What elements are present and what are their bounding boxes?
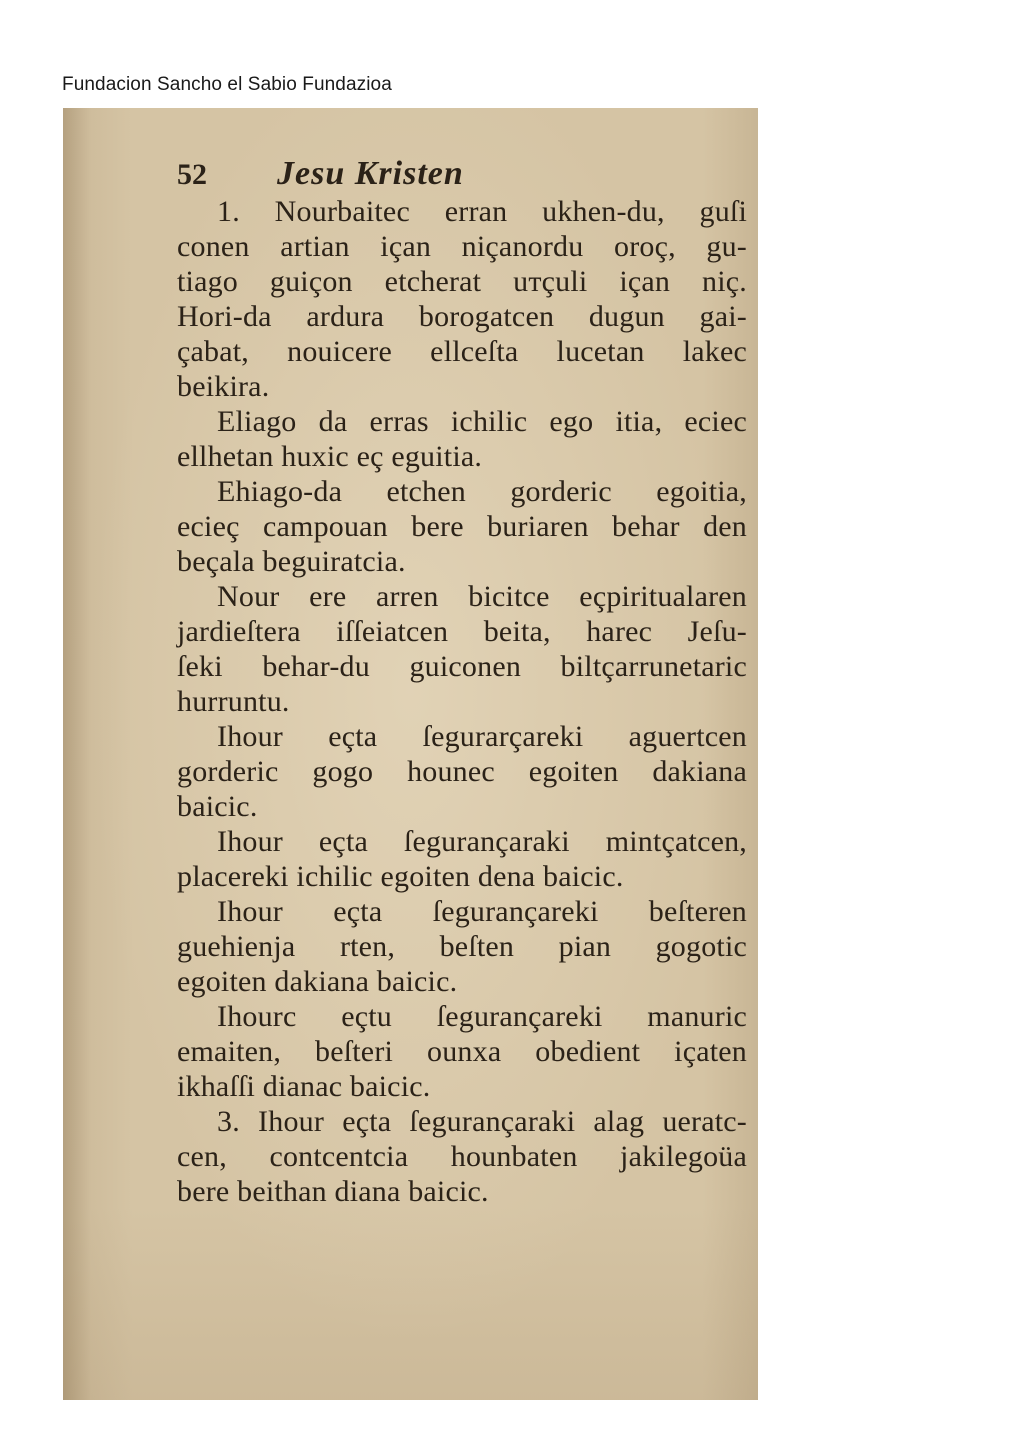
text-line: Nour ere arren bicitce eçpiritualaren <box>217 580 747 613</box>
text-line: çabat, nouicere ellceſta lucetan lakec <box>177 335 747 368</box>
text-line: beçala beguiratcia. <box>177 545 406 578</box>
text-line: conen artian içan niçanordu oroç, gu- <box>177 230 747 263</box>
text-line: Hori-da ardura borogatcen dugun gai- <box>177 300 747 333</box>
text-line: Ehiago-da etchen gorderic egoitia, <box>217 475 747 508</box>
page-number: 52 <box>177 158 207 191</box>
text-line: 1. Nourbaitec erran ukhen-du, guſi <box>217 195 747 228</box>
text-line: emaiten, beſteri ounxa obedient içaten <box>177 1035 747 1068</box>
text-line: hurruntu. <box>177 685 290 718</box>
text-line: guehienja rten, beſten pian gogotic <box>177 930 747 963</box>
text-line: gorderic gogo hounec egoiten dakiana <box>177 755 747 788</box>
text-line: Ihourc eçtu ſegurançareki manuric <box>217 1000 747 1033</box>
archive-source-label: Fundacion Sancho el Sabio Fundazioa <box>62 74 392 95</box>
text-line: ikhaſſi dianac baicic. <box>177 1070 431 1103</box>
text-line: tiago guiçon etcherat uтçuli içan niç. <box>177 265 747 298</box>
text-line: Ihour eçta ſegurançaraki mintçatcen, <box>217 825 747 858</box>
text-line: placereki ichilic egoiten dena baicic. <box>177 860 624 893</box>
text-line: jardieſtera iſſeiatcen beita, harec Jeſu- <box>177 615 747 648</box>
text-line: ecieç campouan bere buriaren behar den <box>177 510 747 543</box>
running-head <box>177 156 747 196</box>
text-line: ſeki behar-du guiconen biltçarrunetaric <box>177 650 747 683</box>
text-line: beikira. <box>177 370 270 403</box>
text-line: ellhetan huxic eç eguitia. <box>177 440 483 473</box>
text-line: cen, contcentcia hounbaten jakilegoüa <box>177 1140 747 1173</box>
text-lines <box>177 194 747 1209</box>
running-title: Jesu Kristen <box>277 155 464 192</box>
text-line: 3. Ihour eçta ſegurançaraki alag ueratc- <box>217 1105 747 1138</box>
text-line: egoiten dakiana baicic. <box>177 965 458 998</box>
text-line: bere beithan diana baicic. <box>177 1175 489 1208</box>
text-line: Ihour eçta ſegurarçareki aguertcen <box>217 720 747 753</box>
text-line: Ihour eçta ſegurançareki beſteren <box>217 895 747 928</box>
page-body <box>177 156 747 1209</box>
scanned-book-page <box>63 108 758 1400</box>
text-line: Eliago da erras ichilic ego itia, eciec <box>217 405 747 438</box>
text-line: baicic. <box>177 790 258 823</box>
